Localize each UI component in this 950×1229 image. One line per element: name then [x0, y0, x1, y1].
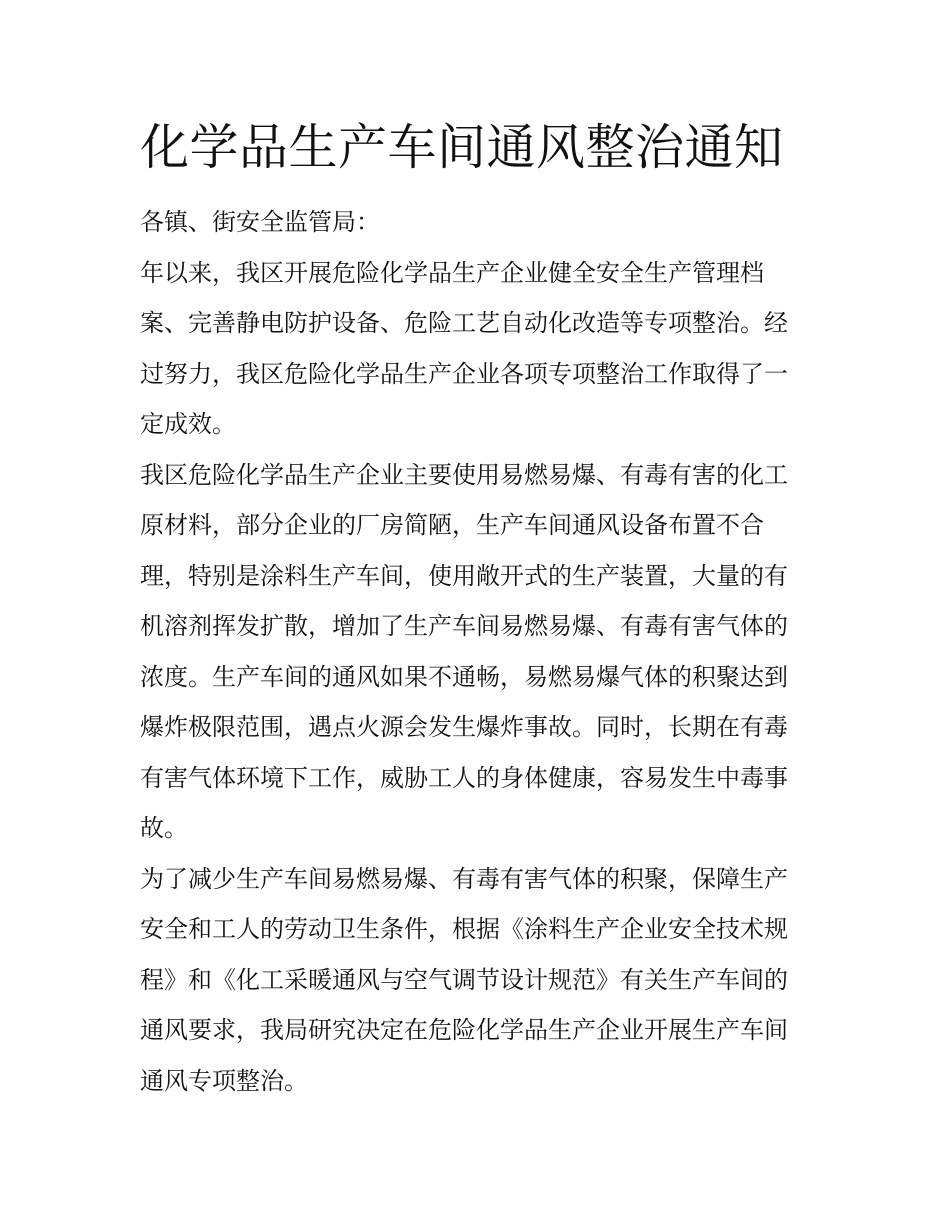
paragraph: [140, 248, 820, 450]
paragraph-line: 通风专项整治。: [140, 1066, 308, 1095]
paragraph: [140, 450, 820, 854]
paragraphs: [140, 248, 820, 1107]
paragraph-line: 原材料，部分企业的厂房简陋，生产车间通风设备布置不合: [140, 511, 764, 539]
salutation: 各镇、街安全监管局：: [140, 208, 380, 236]
paragraph-line: 机溶剂挥发扩散，增加了生产车间易燃易爆、有毒有害气体的: [140, 612, 788, 640]
paragraph-line: 浓度。生产车间的通风如果不通畅，易燃易爆气体的积聚达到: [140, 662, 788, 691]
document-body: [140, 197, 820, 1106]
paragraph-line: 我区危险化学品生产企业主要使用易燃易爆、有毒有害的化工: [140, 460, 788, 489]
paragraph-line: 安全和工人的劳动卫生条件，根据《涂料生产企业安全技术规: [140, 915, 788, 943]
paragraph-line: 程》和《化工采暖通风与空气调节设计规范》有关生产车间的: [140, 965, 788, 994]
paragraph-line: 故。: [140, 814, 188, 842]
paragraph-line: 有害气体环境下工作，威胁工人的身体健康，容易发生中毒事: [140, 763, 788, 792]
paragraph-line: 通风要求，我局研究决定在危险化学品生产企业开展生产车间: [140, 1016, 788, 1044]
paragraph-line: 过努力，我区危险化学品生产企业各项专项整治工作取得了一: [140, 359, 788, 388]
paragraph-line: 爆炸极限范围，遇点火源会发生爆炸事故。同时，长期在有毒: [140, 713, 788, 741]
paragraph-line: 定成效。: [140, 410, 236, 438]
paragraph-line: 为了减少生产车间易燃易爆、有毒有害气体的积聚，保障生产: [140, 864, 788, 893]
paragraph-line: 年以来，我区开展危险化学品生产企业健全安全生产管理档: [140, 258, 764, 287]
paragraph-line: 理，特别是涂料生产车间，使用敞开式的生产装置，大量的有: [140, 561, 788, 590]
document-title: 化学品生产车间通风整治通知: [140, 119, 784, 176]
paragraph: [140, 854, 820, 1107]
paragraph-line: 案、完善静电防护设备、危险工艺自动化改造等专项整治。经: [140, 309, 788, 337]
